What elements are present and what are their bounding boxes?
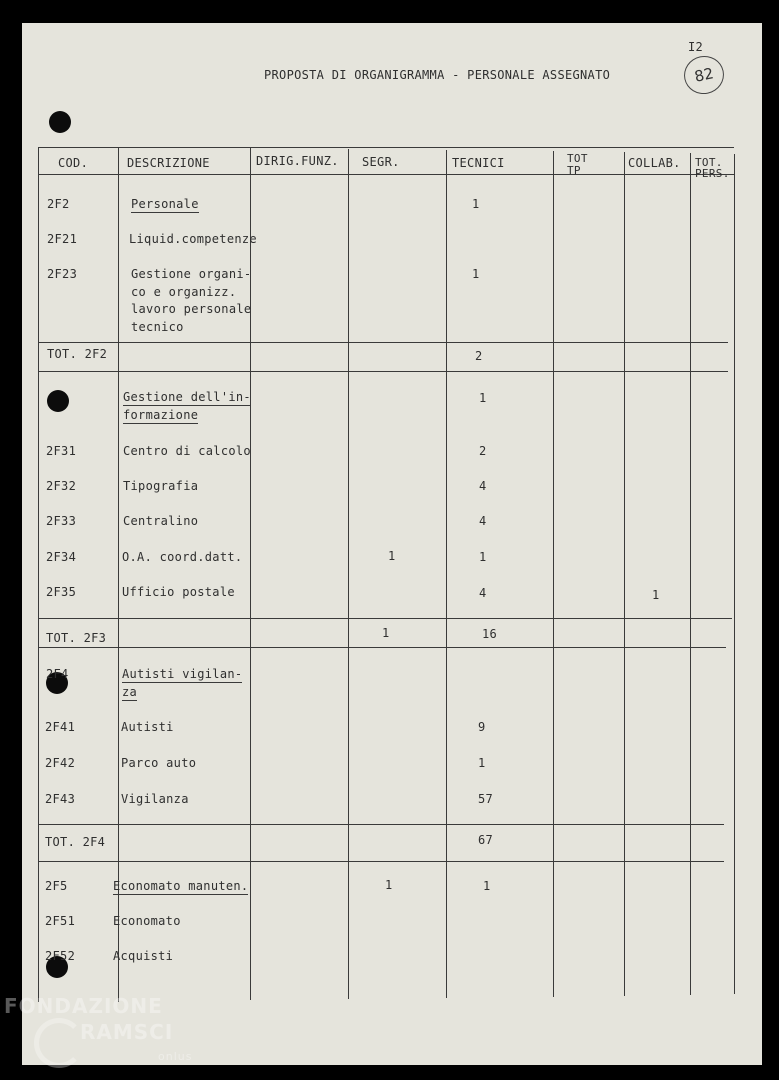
row-tecnici: 1 [479,550,487,564]
row-tecnici: 4 [479,514,487,528]
row-tecnici: 2 [479,444,487,458]
row-desc: O.A. coord.datt. [122,550,243,564]
row-tecnici: 9 [478,720,486,734]
col-header-tecnici: TECNICI [452,156,505,170]
row-cod: 2F21 [47,232,78,246]
row-desc: Acquisti [113,949,174,963]
row-tecnici: 57 [478,792,494,806]
row-cod: 2F34 [46,550,77,564]
row-cod: 2F51 [45,914,76,928]
document-title: PROPOSTA DI ORGANIGRAMMA - PERSONALE ASSEGNATO [264,68,611,82]
row-tecnici: 1 [479,391,487,405]
col-header-tot-tp: TOT [567,152,588,165]
handwritten-page-number: 82 [680,52,727,97]
row-desc: Ufficio postale [122,585,235,599]
row-cod: 2F43 [45,792,76,806]
total-segr: 1 [382,626,390,640]
col-header-dirig: DIRIG.FUNZ. [256,154,339,168]
total-label: TOT. 2F4 [45,835,106,849]
total-tecnici: 16 [482,627,498,641]
col-header-collab: COLLAB. [628,156,681,170]
row-cod: 2F42 [45,756,76,770]
total-label: TOT. 2F3 [46,631,107,645]
row-desc: lavoro personale [131,302,252,316]
row-cod: 2F5 [45,879,68,893]
page-number: I2 [688,40,704,54]
document-page [22,23,762,1065]
row-desc: Vigilanza [121,792,189,806]
watermark-g-icon [34,1018,84,1068]
row-segr: 1 [385,878,393,892]
col-header-segr: SEGR. [362,155,400,169]
row-desc: Personale [131,197,199,211]
punch-hole-icon [47,390,69,412]
row-desc: Centro di calcolo [123,444,251,458]
row-desc: formazione [123,408,199,422]
row-collab: 1 [652,588,660,602]
punch-hole-icon [49,111,71,133]
row-desc: Economato manuten. [113,879,249,893]
watermark-line3: onlus [158,1050,193,1063]
row-desc: Economato [113,914,181,928]
col-header-cod: COD. [58,156,89,170]
col-header-tot-pers: TOT. [695,156,723,169]
row-cod: 2F31 [46,444,77,458]
row-segr: 1 [388,549,396,563]
row-tecnici: 1 [478,756,486,770]
total-tecnici: 67 [478,833,494,847]
col-header-tot-tp-line2: TP [567,164,581,177]
row-cod: 2F23 [47,267,78,281]
row-tecnici: 1 [483,879,491,893]
row-cod: 2F4 [46,667,69,681]
row-desc: Gestione organi- [131,267,252,281]
row-cod: 2F41 [45,720,76,734]
row-desc: Autisti [121,720,174,734]
row-desc: za [122,685,138,699]
watermark-line1: FONDAZIONE [4,994,163,1018]
row-desc: tecnico [131,320,184,334]
row-desc: co e organizz. [131,285,237,299]
row-cod: 2F32 [46,479,77,493]
watermark-line2: RAMSCI [80,1020,174,1044]
row-desc: Gestione dell'in- [123,390,251,404]
row-desc: Autisti vigilan- [122,667,243,681]
total-tecnici: 2 [475,349,483,363]
row-desc: Liquid.competenze [129,232,257,246]
row-tecnici: 1 [472,197,480,211]
row-cod: 2F52 [45,949,76,963]
row-cod: 2F2 [47,197,70,211]
col-header-tot-pers-line2: PERS. [695,167,730,180]
row-tecnici: 4 [479,479,487,493]
row-desc: Centralino [123,514,199,528]
row-cod: 2F33 [46,514,77,528]
total-label: TOT. 2F2 [47,347,108,361]
row-desc: Parco auto [121,756,197,770]
row-tecnici: 4 [479,586,487,600]
row-tecnici: 1 [472,267,480,281]
col-header-descrizione: DESCRIZIONE [127,156,210,170]
row-cod: 2F35 [46,585,77,599]
row-desc: Tipografia [123,479,199,493]
